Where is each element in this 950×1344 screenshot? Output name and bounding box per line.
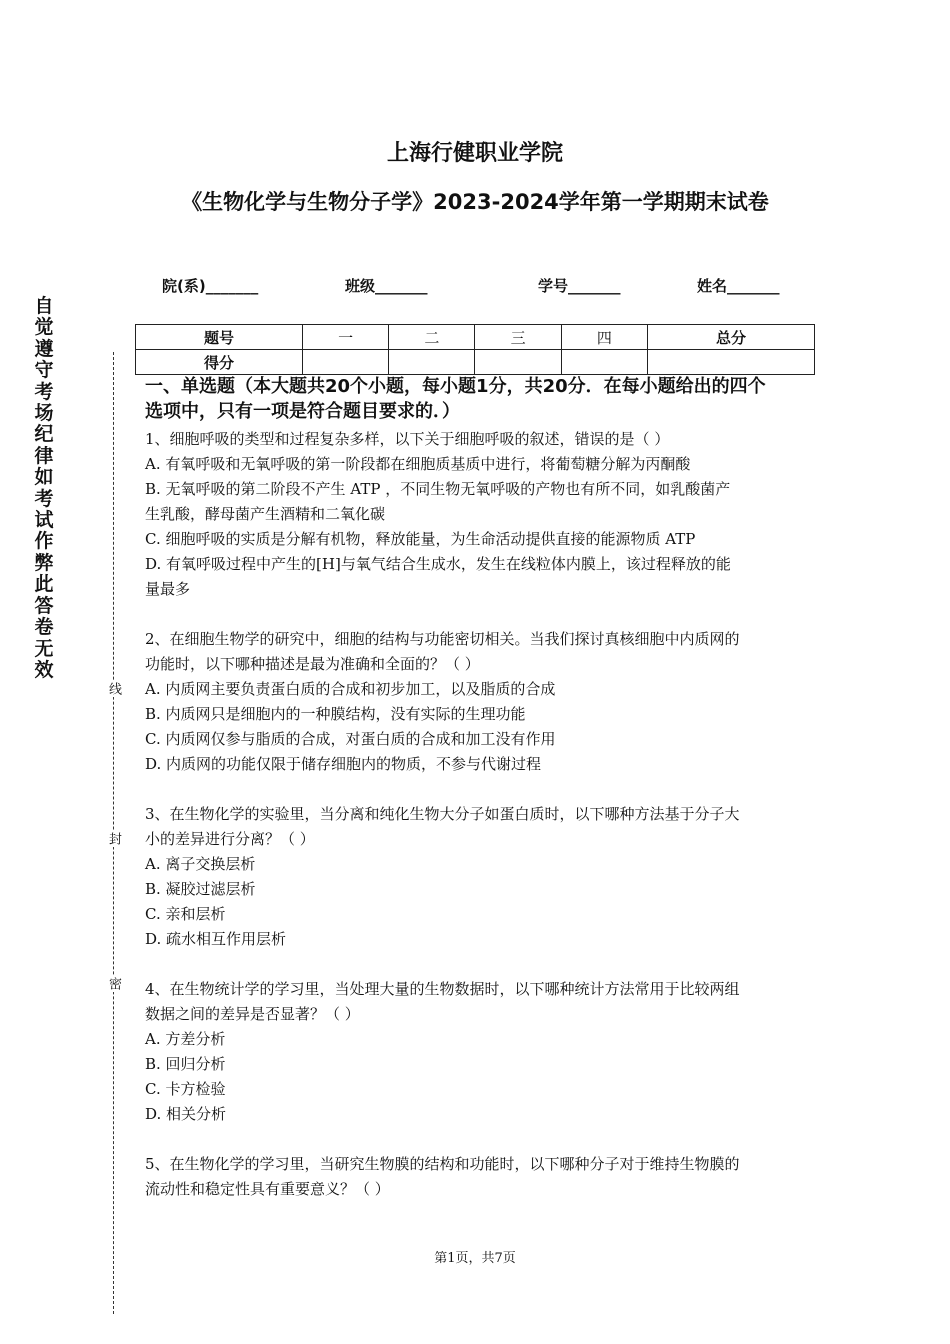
sidebar-char: 场 (34, 402, 54, 425)
sidebar-char: 守 (34, 359, 54, 382)
section-heading-line: 一、单选题（本大题共20个小题，每小题1分，共20分．在每小题给出的四个 (145, 376, 766, 397)
student-id-field: 学号_______ (538, 277, 621, 295)
score-header-cell: 四 (561, 325, 647, 350)
option-c: C. 细胞呼吸的实质是分解有机物，释放能量，为生命活动提供直接的能源物质 ATP (145, 530, 696, 548)
question-stem: 5、在生物化学的学习里，当研究生物膜的结构和功能时，以下哪种分子对于维持生物膜的 (145, 1155, 740, 1173)
sidebar-notice (32, 296, 56, 681)
sidebar-char: 遵 (34, 337, 54, 360)
option-a: A. 有氧呼吸和无氧呼吸的第一阶段都在细胞质基质中进行，将葡萄糖分解为丙酮酸 (145, 455, 691, 473)
option-c: C. 卡方检验 (145, 1080, 226, 1098)
name-field: 姓名_______ (697, 277, 780, 295)
question-1 (145, 427, 810, 602)
sidebar-char: 自 (34, 295, 54, 317)
score-cell (561, 350, 647, 375)
option-a: A. 离子交换层析 (145, 855, 256, 873)
sidebar-char: 卷 (34, 616, 54, 639)
question-stem: 1、细胞呼吸的类型和过程复杂多样，以下关于细胞呼吸的叙述，错误的是（ ） (145, 430, 670, 448)
question-3 (145, 802, 810, 952)
sidebar-char: 考 (34, 487, 54, 510)
exam-title: 《生物化学与生物分子学》2023-2024学年第一学期期末试卷 (181, 190, 769, 214)
sidebar-char: 作 (34, 530, 54, 553)
sidebar-char: 答 (34, 594, 54, 617)
department-field: 院(系)_______ (162, 277, 259, 295)
sidebar-char: 弊 (34, 551, 54, 574)
sidebar-char: 考 (34, 380, 54, 403)
score-table-score-row (136, 350, 815, 375)
page-footer: 第1页，共7页 (434, 1251, 516, 1266)
section-heading-line: 选项中，只有一项是符合题目要求的．） (145, 401, 460, 422)
question-stem: 3、在生物化学的实验里，当分离和纯化生物大分子如蛋白质时，以下哪种方法基于分子大 (145, 805, 740, 823)
cut-label-secret: 密 (106, 977, 121, 990)
score-cell (647, 350, 814, 375)
question-stem-cont: 功能时，以下哪种描述是最为准确和全面的？（ ） (145, 655, 480, 673)
option-b: B. 凝胶过滤层析 (145, 880, 256, 898)
option-c: C. 亲和层析 (145, 905, 226, 923)
score-header-cell: 题号 (136, 325, 303, 350)
option-d: D. 相关分析 (145, 1105, 227, 1123)
score-header-cell: 一 (303, 325, 389, 350)
option-b: B. 无氧呼吸的第二阶段不产生 ATP ，不同生物无氧呼吸的产物也有所不同，如乳酸菌产 (145, 480, 731, 498)
sidebar-char: 如 (34, 466, 54, 489)
option-b-cont: 生乳酸，酵母菌产生酒精和二氧化碳 (145, 505, 386, 523)
score-header-cell: 二 (389, 325, 475, 350)
question-stem-cont: 小的差异进行分离？（ ） (145, 830, 315, 848)
question-stem-cont: 流动性和稳定性具有重要意义？（ ） (145, 1180, 390, 1198)
question-stem-cont: 数据之间的差异是否显著？（ ） (145, 1005, 360, 1023)
cut-label-seal: 封 (106, 832, 121, 845)
score-table-header-row (136, 325, 815, 350)
sidebar-char: 效 (34, 658, 54, 681)
class-field: 班级_______ (345, 277, 428, 295)
cut-label-line: 线 (106, 682, 121, 695)
option-d: D. 疏水相互作用层析 (145, 930, 287, 948)
question-5 (145, 1152, 810, 1202)
question-stem: 2、在细胞生物学的研究中，细胞的结构与功能密切相关。当我们探讨真核细胞中内质网的 (145, 630, 740, 648)
option-d: D. 有氧呼吸过程中产生的[H]与氧气结合生成水，发生在线粒体内膜上，该过程释放的能 (145, 555, 731, 573)
school-name: 上海行健职业学院 (386, 141, 563, 166)
sidebar-char: 觉 (34, 316, 54, 339)
option-c: C. 内质网仅参与脂质的合成，对蛋白质的合成和加工没有作用 (145, 730, 556, 748)
score-cell (389, 350, 475, 375)
option-b: B. 内质网只是细胞内的一种膜结构，没有实际的生理功能 (145, 705, 526, 723)
option-a: A. 内质网主要负责蛋白质的合成和初步加工，以及脂质的合成 (145, 680, 556, 698)
score-header-cell: 总分 (647, 325, 814, 350)
question-2 (145, 627, 810, 777)
sidebar-char: 试 (34, 509, 54, 532)
exam-content (145, 374, 810, 1227)
sidebar-char: 纪 (34, 423, 54, 446)
score-header-cell: 三 (475, 325, 561, 350)
score-cell (475, 350, 561, 375)
option-b: B. 回归分析 (145, 1055, 226, 1073)
option-d-cont: 量最多 (145, 580, 191, 598)
score-row-label: 得分 (136, 350, 303, 375)
score-cell (303, 350, 389, 375)
section-heading (145, 374, 810, 424)
question-4 (145, 977, 810, 1127)
sidebar-char: 律 (34, 444, 54, 467)
sidebar-char: 此 (34, 573, 54, 596)
option-a: A. 方差分析 (145, 1030, 226, 1048)
question-stem: 4、在生物统计学的学习里，当处理大量的生物数据时，以下哪种统计方法常用于比较两组 (145, 980, 740, 998)
sidebar-char: 无 (34, 637, 54, 660)
option-d: D. 内质网的功能仅限于储存细胞内的物质，不参与代谢过程 (145, 755, 542, 773)
score-table (135, 324, 815, 375)
